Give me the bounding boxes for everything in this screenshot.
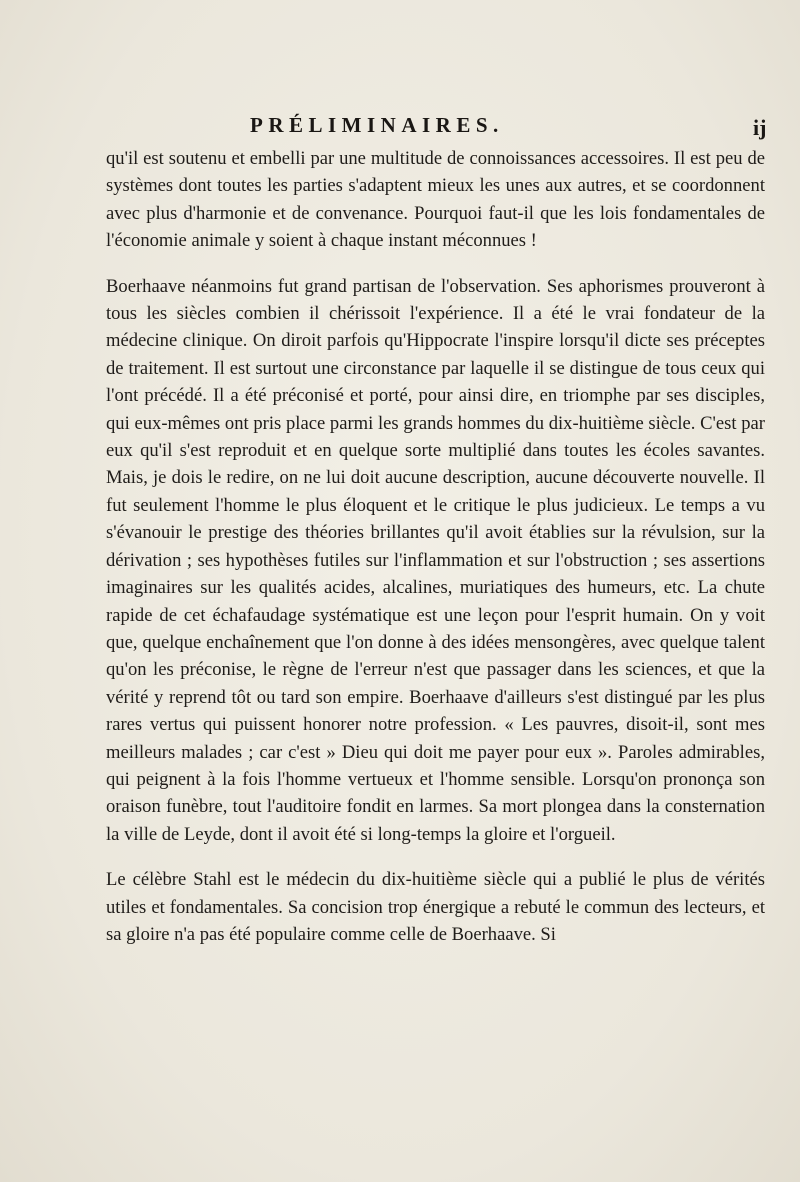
page-number: ij — [753, 115, 767, 140]
paragraph: Le célèbre Stahl est le médecin du dix-huitième siècle qui a publié le plus de vérités utiles et fondamentales. Sa concision trop énergique a rebuté le commun des lecteurs, et sa gloire n'a pas été populaire comme celle de Boerhaave. Si — [106, 869, 765, 945]
body-text — [106, 145, 765, 948]
paragraph: qu'il est soutenu et embelli par une multitude de connoissances accessoires. Il est peu de systèmes dont toutes les parties s'adaptent mieux les unes aux autres, et se coordonnent avec plus d'harmonie et de convenance. Pourquoi faut-il que les lois fondamentales de l'économie animale y soient à chaque instant méconnues ! — [106, 148, 765, 252]
paragraph: Boerhaave néanmoins fut grand partisan de l'observation. Ses aphorismes prouveront à tous les siècles combien il chérissoit l'expérience. Il a été le vrai fondateur de la médecine clinique. On diroit parfois qu'Hippocrate l'inspire lorsqu'il dicte ses préceptes de traitement. Il est surtout une circonstance par laquelle il se distingue de tous ceux qui l'ont précédé. Il a été préconisé et porté, pour ainsi dire, en triomphe par ses disciples, qui eux-mêmes ont pris place parmi les grands hommes du dix-huitième siècle. C'est par eux qu'il s'est reproduit et en quelque sorte multiplié dans toutes les écoles savantes. Mais, je dois le redire, on ne lui doit aucune description, aucune découverte nouvelle. Il fut seulement l'homme le plus éloquent et le critique le plus judicieux. Le temps a vu s'évanouir le prestige des théories brillantes qu'il avoit établies sur la révulsion, sur la dérivation ; ses hypothèses futiles sur l'inflammation et sur l'obstruction ; ses assertions imaginaires sur les qualités acides, alcalines, muriatiques des humeurs, etc. La chute rapide de cet échafaudage systématique est une leçon pour l'esprit humain. On y voit que, quelque enchaînement que l'on donne à des idées mensongères, avec quelque talent qu'on les préconise, le règne de l'erreur n'est que passager dans les sciences, et que la vérité y reprend tôt ou tard son empire. Boerhaave d'ailleurs s'est distingué par les plus rares vertus qui puissent honorer notre profession. « Les pauvres, disoit-il, sont mes meilleurs malades ; car c'est » Dieu qui doit me payer pour eux ». Paroles admirables, qui peignent à la fois l'homme vertueux et l'homme sensible. Lorsqu'on prononça son oraison funèbre, tout l'auditoire fondit en larmes. Sa mort plongea dans la consternation la ville de Leyde, dont il avoit été si long-temps la gloire et l'orgueil. — [106, 275, 765, 845]
running-title: PRÉLIMINAIRES. — [250, 113, 504, 137]
page-header — [0, 113, 800, 149]
